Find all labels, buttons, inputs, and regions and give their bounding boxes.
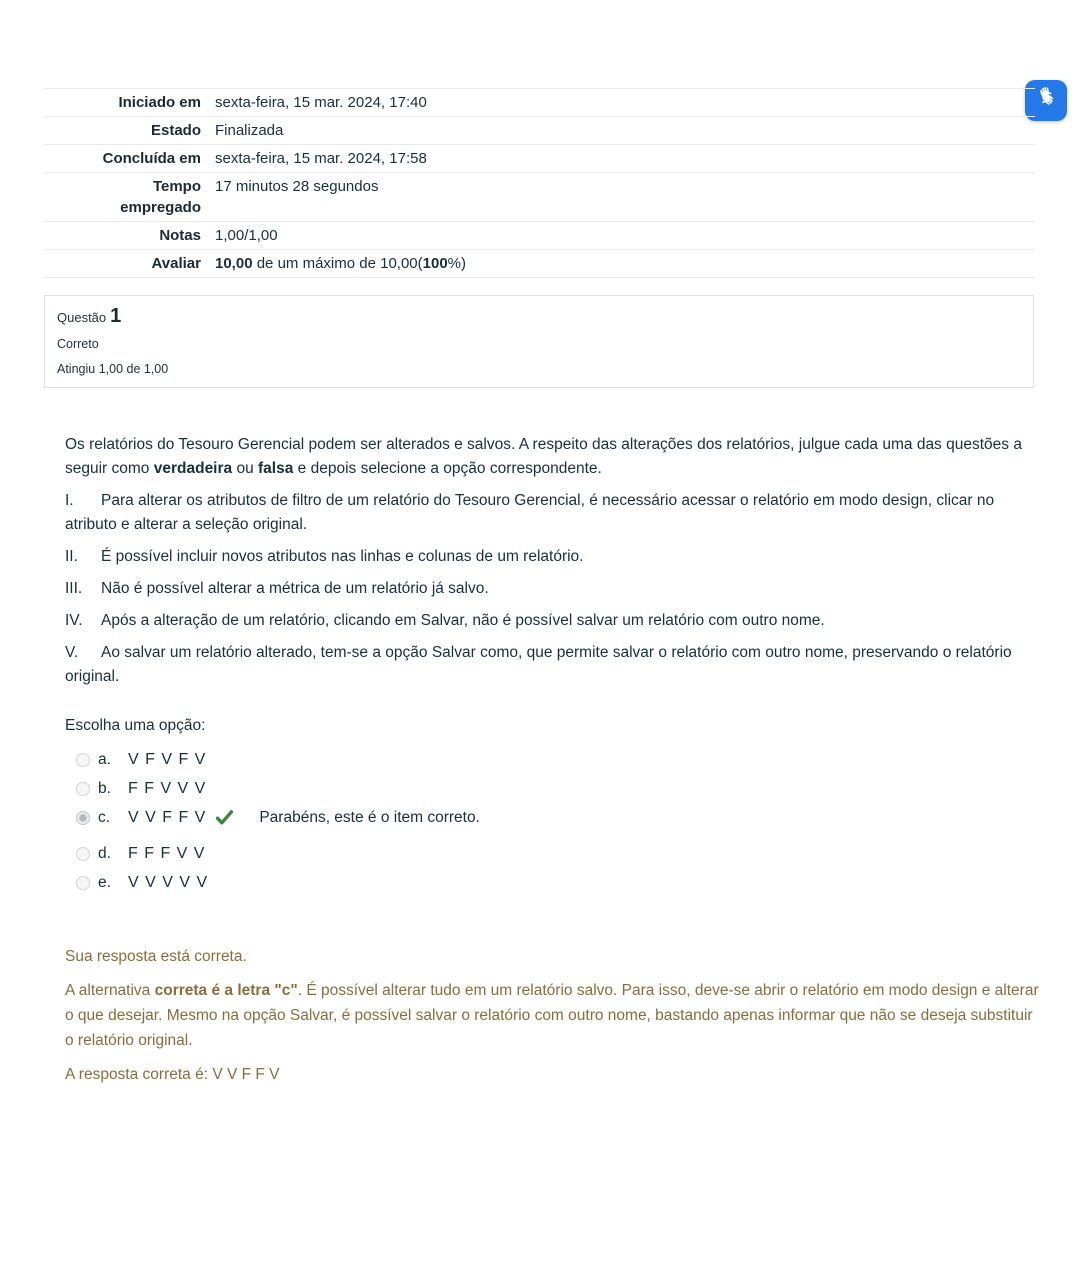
option-text: V V V V V [128,873,209,891]
question-state: Correto [57,337,99,351]
row-value: Finalizada [215,122,284,139]
statement-item: II. É possível incluir novos atributos nas linhas e colunas de um relatório. [65,548,584,565]
statement-item: I. Para alterar os atributos de filtro de um relatório do Tesouro Gerencial, é necessário acessar o relatório em modo design, clicar no atributo e alterar a seleção original. [65,492,995,533]
answer-option-c[interactable] [76,808,1040,827]
answer-option-a[interactable] [76,750,1040,769]
question-body [65,433,1040,1096]
table-row [44,250,1035,278]
option-text: F F F V V [128,844,206,862]
row-label: Estado [150,122,201,139]
question-info-box [44,295,1034,388]
answer-option-b[interactable] [76,779,1040,798]
attempt-summary-table [44,88,1035,278]
option-letter: a. [98,750,111,768]
answer-option-e[interactable] [76,873,1040,892]
radio-button[interactable] [76,782,90,796]
feedback-explanation: A alternativa correta é a letra "c". É possível alterar tudo em um relatório salvo. Para isso, deve-se abrir o relatório em modo design e alterar o que desejar. Mesmo na opção Salvar, é possível salvar o relatório com outro nome, bastando apenas informar que não se deseja substituir o relatório original. [65,982,1039,1049]
option-feedback: Parabéns, este é o item correto. [259,808,480,826]
row-label: Avaliar [151,255,201,272]
general-feedback [65,944,1040,1087]
row-label: Tempo empregado [120,178,201,216]
choose-prompt: Escolha uma opção: [65,717,206,734]
option-letter: c. [98,808,111,826]
option-text: V V F F V [128,808,207,826]
question-number: Questão 1 [57,305,122,327]
option-letter: d. [98,844,111,862]
table-row [44,222,1035,250]
question-intro: Os relatórios do Tesouro Gerencial podem ser alterados e salvos. A respeito das alterações dos relatórios, julgue cada uma das questões a seguir como verdadeira ou falsa e depois selecione a opção correspondente. [65,436,1022,477]
row-value: sexta-feira, 15 mar. 2024, 17:58 [215,150,427,167]
option-letter: b. [98,779,111,797]
table-row [44,173,1035,222]
statement-item: III. Não é possível alterar a métrica de um relatório já salvo. [65,580,489,597]
option-text: V F V F V [128,750,207,768]
row-value: 1,00/1,00 [215,227,278,244]
option-text: F F V V V [128,779,207,797]
statement-item: IV. Após a alteração de um relatório, clicando em Salvar, não é possível salvar um relatório com outro nome. [65,612,825,629]
radio-button[interactable] [76,847,90,861]
row-label: Concluída em [102,150,201,167]
answer-option-d[interactable] [76,844,1040,863]
statement-item: V. Ao salvar um relatório alterado, tem-se a opção Salvar como, que permite salvar o relatório com outro nome, preservando o relatório original. [65,644,1012,685]
table-row [44,145,1035,173]
option-letter: e. [98,873,111,891]
row-label: Iniciado em [118,94,201,111]
correct-check-icon [216,810,233,825]
table-row [44,89,1035,117]
radio-button[interactable] [76,876,90,890]
row-value: sexta-feira, 15 mar. 2024, 17:40 [215,94,427,111]
row-value: 10,00 de um máximo de 10,00(100%) [215,255,467,272]
sign-language-hands-icon [1033,86,1060,116]
radio-button[interactable] [76,753,90,767]
table-row [44,117,1035,145]
correct-answer-line: A resposta correta é: V V F F V [65,1066,280,1083]
radio-button[interactable] [76,811,90,825]
row-value: 17 minutos 28 segundos [215,178,379,195]
feedback-status: Sua resposta está correta. [65,948,247,965]
question-points: Atingiu 1,00 de 1,00 [57,362,169,376]
row-label: Notas [159,227,201,244]
